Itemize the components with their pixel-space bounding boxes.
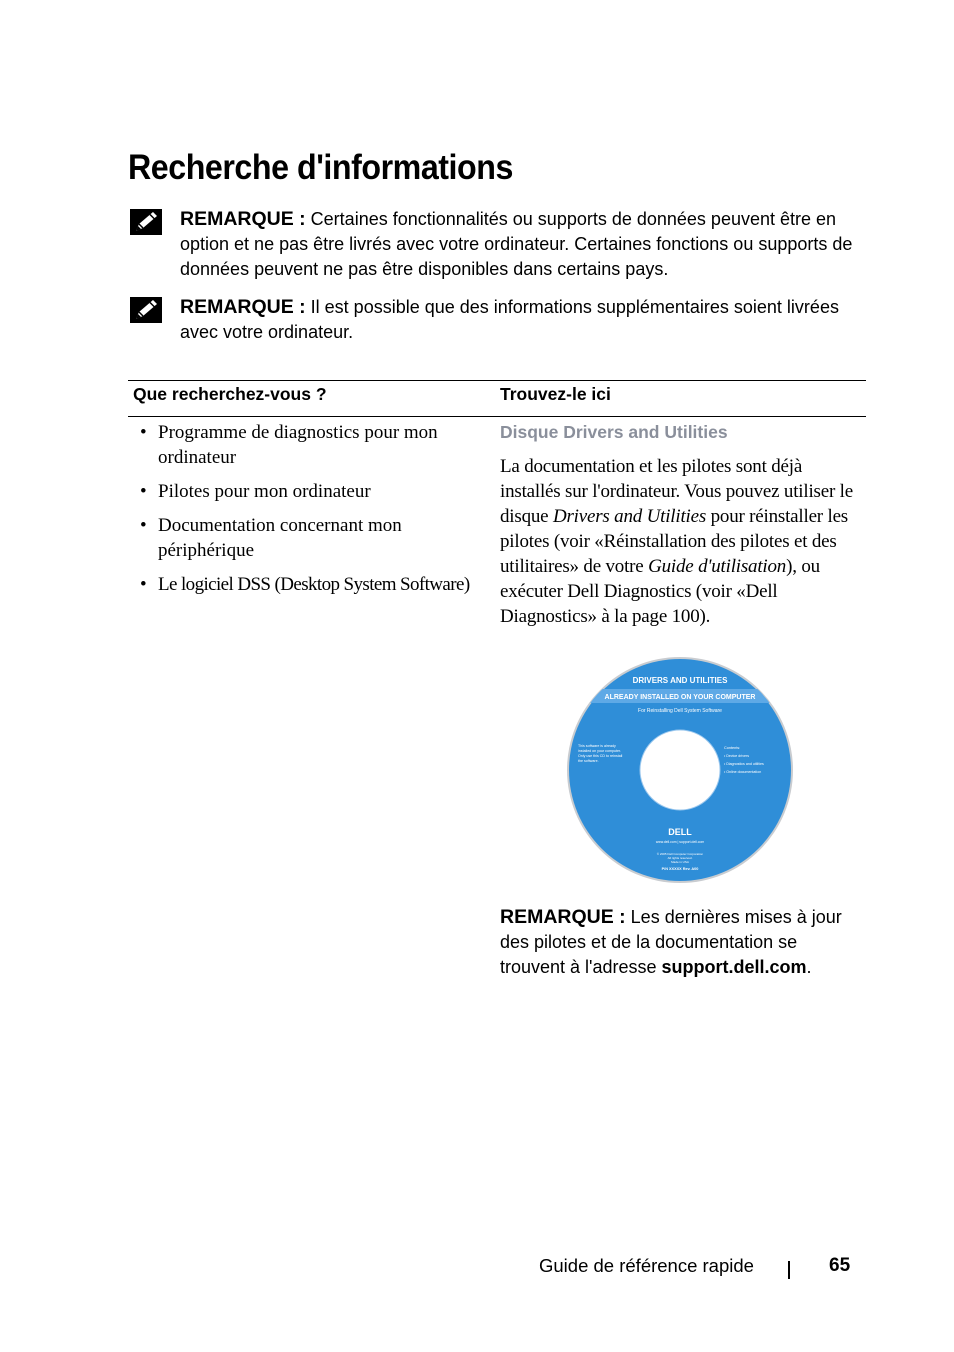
disc-title: DRIVERS AND UTILITIES	[632, 676, 728, 685]
note-1-body: Certaines fonctionnalités ou supports de données peuvent être en option et ne pas être livrés avec votre ordinateur. Certaines fonctions ou supports de données peuvent ne pas être disponibles dans certains pays.	[180, 209, 853, 279]
list-item: • Le logiciel DSS (Desktop System Software)	[140, 574, 470, 595]
note-pencil-icon	[130, 209, 162, 235]
page-number: 65	[829, 1255, 851, 1276]
section-body: La documentation et les pilotes sont déjà installés sur l'ordinateur. Vous pouvez utiliser le disque Drivers and Utilities pour réinstaller les pilotes (voir «Réinstallation des pilotes et des utilitaires» de votre Guide d'utilisation), ou exécuter Dell Diagnostics (voir «Dell Diagnostics» à la page 100).	[500, 456, 853, 627]
footer-title: Guide de référence rapide	[539, 1255, 754, 1276]
list-item: • Programme de diagnostics pour mon ordinateur	[140, 422, 438, 468]
bullet-icon: •	[140, 481, 147, 502]
note-2-body: Il est possible que des informations supplémentaires soient livrées avec votre ordinateur.	[180, 297, 839, 342]
bullet-icon: •	[140, 422, 147, 443]
disc-contents-item: • Diagnostics and utilities	[724, 762, 764, 766]
find-here-column	[500, 420, 865, 629]
search-items-list	[128, 420, 493, 606]
disc-contents-title: Contents:	[724, 746, 741, 750]
disc-subtitle: ALREADY INSTALLED ON YOUR COMPUTER	[604, 694, 756, 701]
table-header-rule	[128, 416, 866, 417]
bullet-icon: •	[140, 574, 147, 595]
footer-separator	[788, 1261, 790, 1279]
bullet-icon: •	[140, 515, 147, 536]
table-top-rule	[128, 380, 866, 381]
note-pencil-icon	[130, 297, 162, 323]
disc-left-text-4: the software.	[578, 759, 599, 763]
table-header-what: Que recherchez-vous ?	[133, 384, 327, 404]
table-header-where: Trouvez-le ici	[500, 384, 611, 404]
note-2	[130, 295, 860, 351]
drivers-utilities-disc-image	[566, 656, 794, 884]
disc-made-in: Made in USA	[671, 860, 689, 864]
page-title: Recherche d'informations	[128, 148, 513, 187]
note-2-label: REMARQUE :	[180, 296, 306, 318]
disc-url: www.dell.com | support.dell.com	[655, 840, 705, 844]
remark-support: REMARQUE : Les dernières mises à jour des pilotes et de la documentation se trouvent à l'adresse support.dell.com.	[500, 906, 842, 977]
disc-contents-item: • Online documentation	[724, 770, 762, 774]
note-1-text	[180, 207, 860, 282]
disc-contents-item: • Device drivers	[724, 754, 750, 758]
disc-part-number: P/N XXXXX Rev. A00	[661, 867, 699, 871]
disc-left-text-1: This software is already	[578, 744, 616, 748]
remark-label: REMARQUE :	[500, 906, 626, 928]
disc-rights: All rights reserved.	[667, 856, 693, 860]
disc-left-text-2: installed on your computer.	[578, 749, 621, 753]
page-footer	[0, 1255, 954, 1285]
section-title: Disque Drivers and Utilities	[500, 422, 728, 442]
disc-copyright: © 2005 Dell Computer Corporation	[656, 852, 704, 856]
disc-left-text-3: Only use this CD to reinstall	[578, 754, 623, 758]
note-1-label: REMARQUE :	[180, 208, 306, 230]
note-1	[130, 207, 860, 287]
support-link: support.dell.com	[661, 957, 807, 977]
dell-logo: DELL	[668, 827, 692, 837]
disc-icon	[566, 656, 794, 884]
disc-caption: For Reinstalling Dell System Software	[638, 708, 722, 714]
list-item: • Pilotes pour mon ordinateur	[140, 481, 371, 502]
list-item: • Documentation concernant mon périphérique	[140, 515, 402, 561]
note-2-text	[180, 295, 860, 345]
